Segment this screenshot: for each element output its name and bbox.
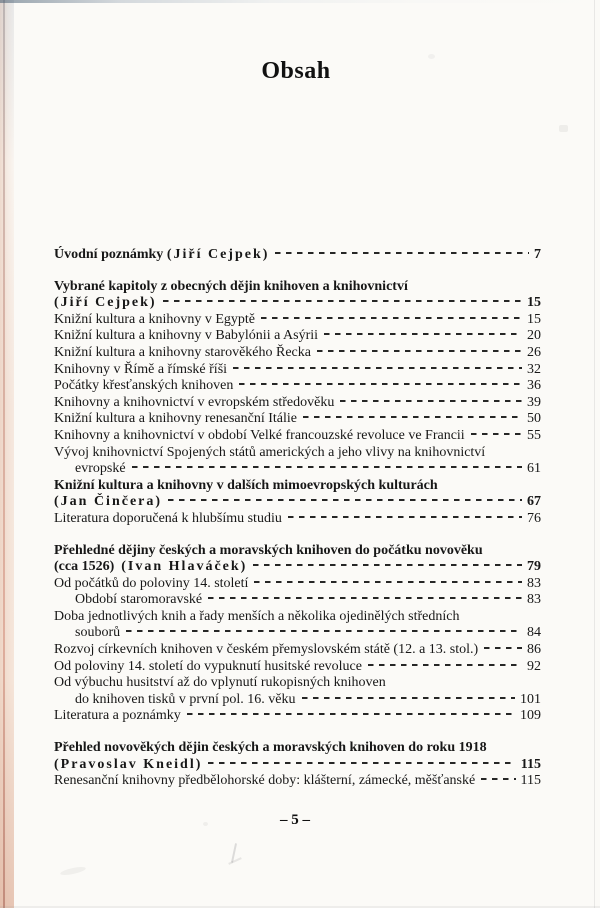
scan-edge-top xyxy=(0,0,600,3)
scan-artifact xyxy=(60,865,87,876)
toc-entry xyxy=(54,378,541,395)
dash-leader xyxy=(317,350,522,352)
toc-entry-page-number: 50 xyxy=(527,411,541,427)
dash-leader xyxy=(261,317,522,319)
toc-entry-page-number: 55 xyxy=(527,427,541,443)
toc-entry-title: Vybrané kapitoly z obecných dějin knihoven a knihovnictví xyxy=(54,278,408,294)
dash-leader xyxy=(340,400,522,402)
toc-entry xyxy=(54,642,541,659)
dash-leader xyxy=(208,762,515,764)
toc-entry-title: Přehledné dějiny českých a moravských knihoven do počátku novověku xyxy=(54,542,483,558)
toc-entry-page-number: 7 xyxy=(534,247,541,262)
dash-leader xyxy=(163,300,522,302)
page-number: – 5 – xyxy=(280,812,310,828)
toc-entry-page-number: 92 xyxy=(527,658,541,674)
toc-entry xyxy=(54,411,541,428)
toc-entry-page-number: 26 xyxy=(527,344,541,360)
toc-entry-title: Úvodní poznámky (Jiří Cejpek) xyxy=(54,247,270,262)
scan-artifact xyxy=(231,843,237,863)
toc-entry-title: Literatura a poznámky xyxy=(54,708,181,724)
toc-entry xyxy=(54,609,541,626)
dash-leader xyxy=(187,713,515,715)
toc-entry xyxy=(54,461,541,478)
scan-edge-right xyxy=(594,0,595,908)
toc-entry xyxy=(54,757,541,774)
toc-entry-title: Knihovny v Římě a římské říši xyxy=(54,361,228,377)
toc-entry-title: Knihovny a knihovnictví v evropském středověku xyxy=(54,394,335,410)
toc-entry-title: Knižní kultura a knihovny renesanční Itálie xyxy=(54,411,297,427)
dash-leader xyxy=(126,630,522,632)
toc-entry-page-number: 15 xyxy=(527,311,541,327)
toc-entry-page-number: 39 xyxy=(527,394,541,410)
dash-leader xyxy=(324,333,522,335)
toc-entry xyxy=(54,708,541,725)
toc-entry-title: Knihovny a knihovnictví v období Velké francouzské revoluce ve Francii xyxy=(54,427,465,443)
toc-entry xyxy=(54,559,541,576)
toc-entry-page-number: 115 xyxy=(520,756,541,772)
toc-entry xyxy=(54,295,541,312)
dash-leader xyxy=(302,697,516,699)
toc-entry xyxy=(54,494,541,511)
toc-entry xyxy=(54,478,541,495)
toc-entry xyxy=(54,576,541,593)
toc-entry-page-number: 20 xyxy=(527,328,541,344)
toc-entry xyxy=(54,328,541,345)
toc-entry-page-number: 86 xyxy=(527,642,541,658)
dash-leader xyxy=(481,778,515,780)
toc-entry-page-number: 84 xyxy=(527,625,541,641)
toc-entry xyxy=(54,247,541,264)
toc-entry xyxy=(54,659,541,676)
toc-entry-page-number: 61 xyxy=(527,461,541,477)
toc-entry xyxy=(54,445,541,462)
toc-entry-page-number: 83 xyxy=(527,592,541,608)
toc-entry-title: Od počátků do poloviny 14. století xyxy=(54,575,249,591)
page-title: Obsah xyxy=(261,58,331,84)
toc-entry-page-number: 101 xyxy=(520,691,541,707)
dash-leader xyxy=(254,581,522,583)
toc-entry-title: Knižní kultura a knihovny v Babylónii a Asýrii xyxy=(54,328,319,344)
toc-entry-title: Od výbuchu husitství až do vplynutí rukopisných knihoven xyxy=(54,675,386,691)
toc-entry-page-number: 67 xyxy=(527,494,541,510)
toc-entry-page-number: 83 xyxy=(527,575,541,591)
toc-entry-title: Renesanční knihovny předbělohorské doby: klášterní, zámecké, měšťanské xyxy=(54,773,476,789)
toc-entry-page-number: 32 xyxy=(527,361,541,377)
dash-leader xyxy=(275,252,529,254)
toc-entry-title: Vývoj knihovnictví Spojených států amerických a jeho vlivy na knihovnictví xyxy=(54,444,486,460)
toc-entry xyxy=(54,428,541,445)
toc-list xyxy=(54,247,541,790)
toc-entry-page-number: 15 xyxy=(527,295,541,311)
toc-entry-title: Období staromoravské xyxy=(75,592,203,608)
toc-entry xyxy=(54,345,541,362)
toc-entry xyxy=(54,511,541,528)
toc-entry-title: do knihoven tisků v první pol. 16. věku xyxy=(75,691,296,707)
dash-leader xyxy=(471,433,522,435)
toc-entry-title: Přehled novověkých dějin českých a moravských knihoven do roku 1918 xyxy=(54,740,487,756)
toc-entry-title: (Jan Činčera) xyxy=(54,494,163,510)
toc-entry-title: Knižní kultura a knihovny starověkého Řecka xyxy=(54,344,311,360)
toc-entry-title: Počátky křesťanských knihoven xyxy=(54,378,234,394)
toc-entry xyxy=(54,362,541,379)
toc-entry xyxy=(54,692,541,709)
toc-entry xyxy=(54,279,541,296)
toc-entry-title: Rozvoj církevních knihoven v českém přemyslovském státě (12. a 13. stol.) xyxy=(54,642,479,658)
toc-entry xyxy=(54,740,541,757)
toc-entry xyxy=(54,312,541,329)
toc-entry-page-number: 115 xyxy=(520,773,541,789)
toc-entry-page-number: 109 xyxy=(520,708,541,724)
dash-leader xyxy=(484,647,522,649)
toc-entry-title: Od poloviny 14. století do vypuknutí husitské revoluce xyxy=(54,658,362,674)
toc-entry-title: Literatura doporučená k hlubšímu studiu xyxy=(54,510,282,526)
dash-leader xyxy=(253,564,522,566)
toc-entry-title: (Pravoslav Kneidl) xyxy=(54,756,203,772)
toc-entry-title: souborů xyxy=(75,625,121,641)
toc-entry xyxy=(54,675,541,692)
toc-entry xyxy=(54,773,541,790)
scan-spine-line xyxy=(3,0,5,908)
dash-leader xyxy=(132,466,522,468)
toc-entry xyxy=(54,543,541,560)
dash-leader xyxy=(239,383,522,385)
toc-entry xyxy=(54,395,541,412)
toc-entry xyxy=(54,625,541,642)
toc-entry-title: Knižní kultura a knihovny v Egyptě xyxy=(54,311,256,327)
toc-entry-title: Doba jednotlivých knih a řady menších a několika ojedinělých středních xyxy=(54,608,460,624)
dash-leader xyxy=(303,416,522,418)
toc-entry-page-number: 36 xyxy=(527,378,541,394)
toc-entry xyxy=(54,592,541,609)
dash-leader xyxy=(368,664,522,666)
toc-entry-page-number: 79 xyxy=(527,559,541,575)
dash-leader xyxy=(208,597,522,599)
dash-leader xyxy=(288,516,522,518)
toc-entry-title: (cca 1526) (Ivan Hlaváček) xyxy=(54,559,248,575)
toc-entry-title: Knižní kultura a knihovny v dalších mimoevropských kulturách xyxy=(54,477,438,493)
scan-artifact xyxy=(559,125,568,132)
dash-leader xyxy=(233,367,522,369)
toc-entry-title: (Jiří Cejpek) xyxy=(54,295,157,311)
toc-entry-page-number: 76 xyxy=(527,510,541,526)
scan-artifact xyxy=(228,857,242,865)
toc-entry-title: evropské xyxy=(75,461,126,477)
dash-leader xyxy=(168,499,522,501)
